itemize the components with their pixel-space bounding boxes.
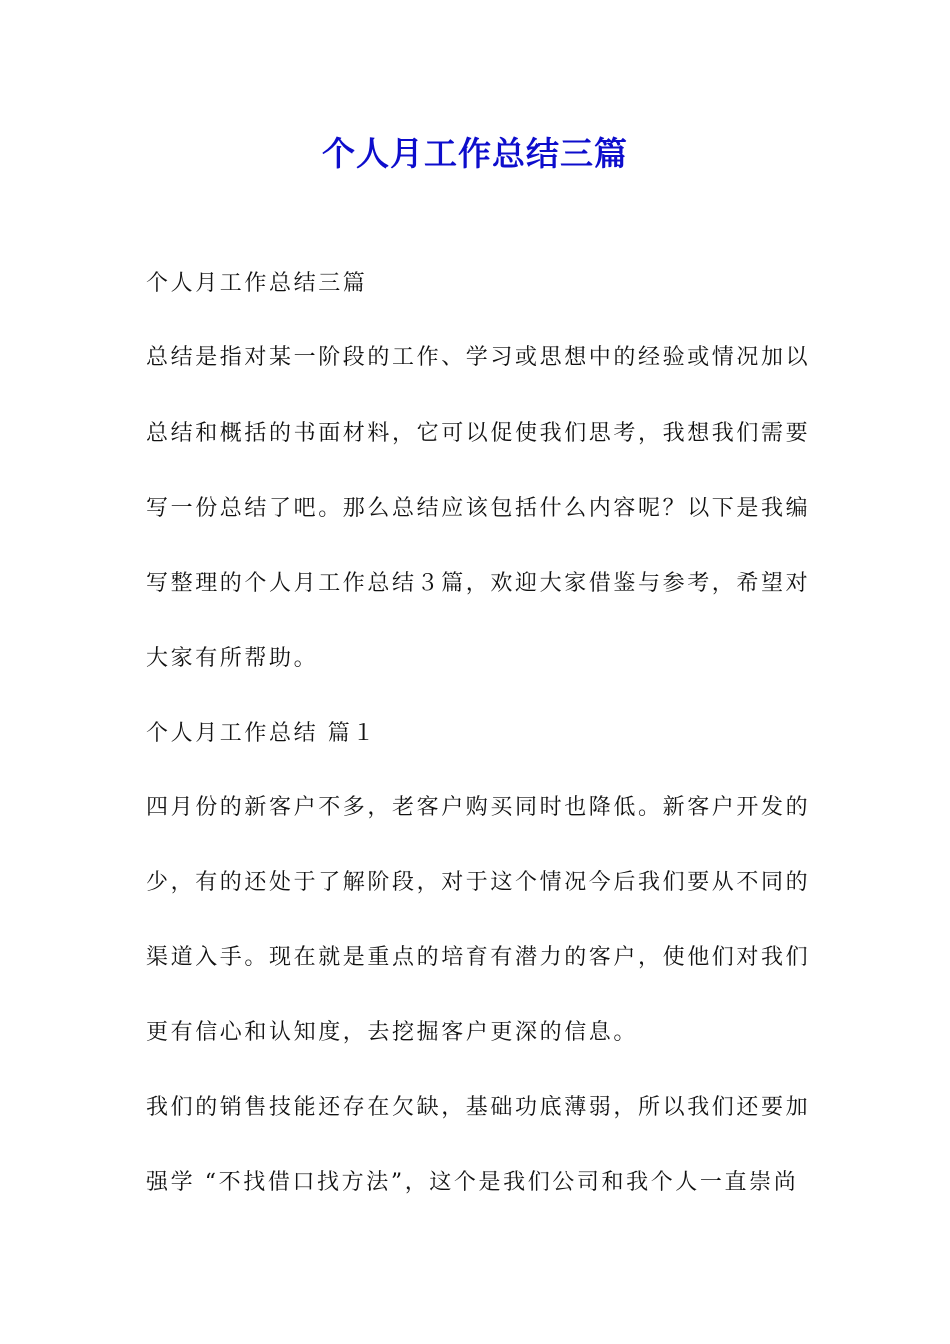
paragraph-line: 写一份总结了吧。那么总结应该包括什么内容呢？以下是我编 — [146, 496, 811, 521]
section-heading: 个人月工作总结 篇１ — [146, 721, 377, 746]
paragraph-line: 总结和概括的书面材料，它可以促使我们思考，我想我们需要 — [146, 421, 811, 446]
document-title: 个人月工作总结三篇 — [322, 134, 628, 173]
paragraph-line: 写整理的个人月工作总结３篇，欢迎大家借鉴与参考，希望对 — [146, 571, 811, 596]
paragraph-heading: 个人月工作总结三篇 — [146, 271, 368, 296]
paragraph-line: 少，有的还处于了解阶段，对于这个情况今后我们要从不同的 — [146, 870, 811, 895]
paragraph-line: 四月份的新客户不多，老客户购买同时也降低。新客户开发的 — [146, 795, 811, 820]
paragraph-line: 我们的销售技能还存在欠缺，基础功底薄弱，所以我们还要加 — [146, 1095, 811, 1120]
paragraph-line: 更有信心和认知度，去挖掘客户更深的信息。 — [146, 1020, 639, 1045]
paragraph-line: 大家有所帮助。 — [146, 646, 319, 671]
paragraph-line: 总结是指对某一阶段的工作、学习或思想中的经验或情况加以 — [146, 345, 811, 370]
paragraph-line: 渠道入手。现在就是重点的培育有潜力的客户，使他们对我们 — [146, 945, 811, 970]
paragraph-line: 强学 “不找借口找方法”，这个是我们公司和我个人一直崇尚 — [146, 1170, 799, 1195]
